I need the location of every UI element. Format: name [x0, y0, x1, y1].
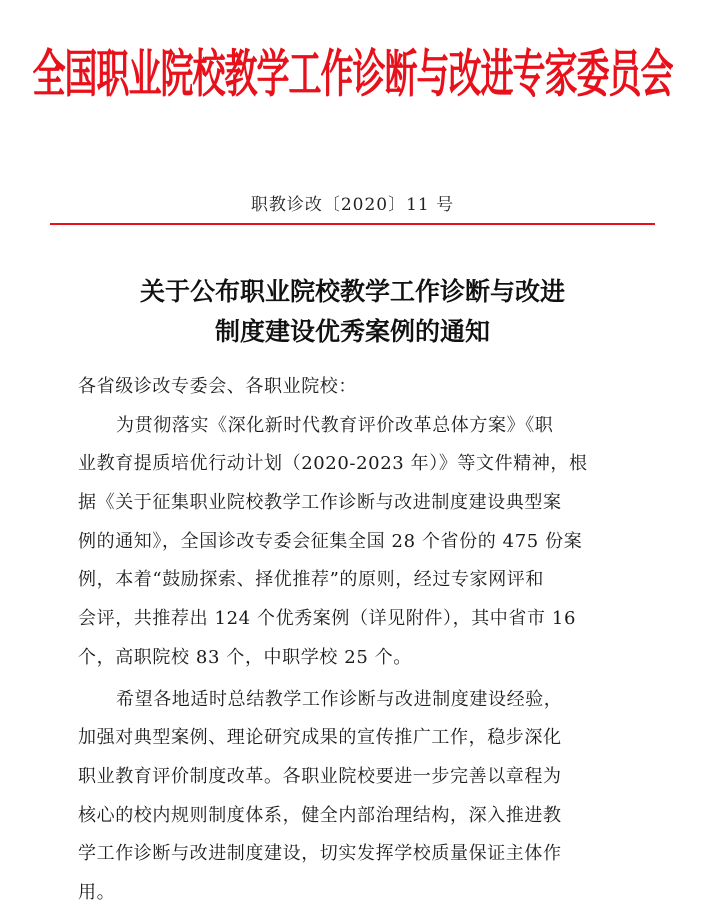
paragraph-1-line: 例，本着“鼓励探索、择优推荐”的原则，经过专家网评和 [78, 569, 545, 591]
paragraph-2-line: 职业教育评价制度改革。各职业院校要进一步完善以章程为 [78, 765, 562, 787]
paragraph-2-line: 加强对典型案例、理论研究成果的宣传推广工作，稳步深化 [78, 727, 562, 749]
salutation: 各省级诊改专委会、各职业院校： [78, 376, 357, 397]
issuing-organization-header: 全国职业院校教学工作诊断与改进专家委员会 [32, 43, 673, 104]
paragraph-1-line: 例的通知》，全国诊改专委会征集全国 28 个省份的 475 份案 [78, 530, 583, 552]
paragraph-2 [78, 681, 630, 913]
paragraph-1-line: 据《关于征集职业院校教学工作诊断与改进制度建设典型案 [78, 492, 562, 514]
document-title-line-2: 制度建设优秀案例的通知 [214, 317, 490, 346]
red-header-rule [50, 223, 655, 225]
paragraph-1-line: 会评，共推荐出 124 个优秀案例（详见附件），其中省市 16 [78, 608, 577, 630]
document-title-line-1: 关于公布职业院校教学工作诊断与改进 [139, 277, 565, 306]
paragraph-2-line: 用。 [78, 881, 116, 903]
paragraph-1-line: 为贯彻落实《深化新时代教育评价改革总体方案》《职 [116, 414, 554, 436]
document-title [0, 272, 705, 352]
paragraph-2-line: 核心的校内规则制度体系，健全内部治理结构，深入推进教 [78, 804, 562, 826]
document-number: 职教诊改〔2020〕11 号 [250, 195, 455, 215]
paragraph-1 [78, 407, 630, 678]
paragraph-2-line: 学工作诊断与改进制度建设，切实发挥学校质量保证主体作 [78, 843, 562, 865]
document-body [78, 368, 630, 913]
paragraph-1-line: 个，高职院校 83 个，中职学校 25 个。 [78, 646, 412, 668]
paragraph-1-line: 业教育提质培优行动计划（2020-2023 年）》等文件精神，根 [78, 453, 588, 475]
paragraph-2-line: 希望各地适时总结教学工作诊断与改进制度建设经验， [116, 688, 563, 710]
